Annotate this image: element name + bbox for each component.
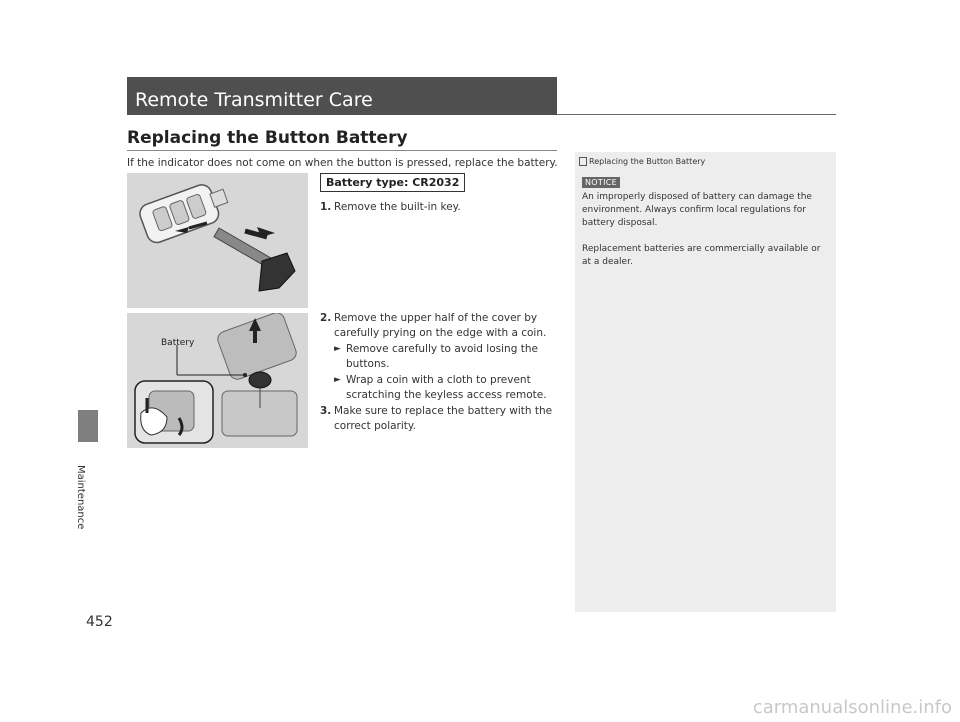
intro-text: If the indicator does not come on when the button is pressed, replace the battery. <box>127 157 558 169</box>
reference-icon <box>579 157 587 166</box>
bullet-arrow-icon: ► <box>334 343 341 354</box>
panel-body <box>582 191 827 282</box>
page-title: Remote Transmitter Care <box>135 89 373 111</box>
figure-replace-battery <box>127 313 308 448</box>
notice-badge: NOTICE <box>582 177 620 188</box>
step-text: Remove the upper half of the cover by carefully prying on the edge with a coin. <box>334 311 547 339</box>
page-number: 452 <box>86 614 113 630</box>
substep <box>320 373 560 404</box>
title-rule <box>557 114 836 115</box>
substep-text: Wrap a coin with a cloth to prevent scratching the keyless access remote. <box>346 373 547 401</box>
step-number: 3. <box>320 404 332 417</box>
substep-text: Remove carefully to avoid losing the buttons. <box>346 342 538 370</box>
step-text: Remove the built-in key. <box>334 201 461 213</box>
section-heading: Replacing the Button Battery <box>127 128 408 148</box>
panel-reference-title: Replacing the Button Battery <box>589 157 706 166</box>
battery-label: Battery <box>161 338 195 348</box>
watermark: carmanualsonline.info <box>752 697 952 718</box>
bullet-arrow-icon: ► <box>334 374 341 385</box>
notice-text: An improperly disposed of battery can damage the environment. Always confirm local regulations for battery disposal. <box>582 192 812 228</box>
battery-coin-icon <box>249 372 271 388</box>
step-text: Make sure to replace the battery with the correct polarity. <box>334 404 553 432</box>
battery-illustration <box>127 313 308 448</box>
step-2 <box>320 311 560 342</box>
panel-note: Replacement batteries are commercially available or at a dealer. <box>582 244 821 267</box>
battery-type-box: Battery type: CR2032 <box>320 173 465 192</box>
section-rule <box>127 150 557 151</box>
key-fob-illustration <box>127 173 308 308</box>
procedure-steps <box>320 200 560 435</box>
step-number: 2. <box>320 311 332 324</box>
chapter-label: Maintenance <box>75 465 86 530</box>
page-title-bar <box>127 77 557 115</box>
step-1 <box>320 200 560 216</box>
panel-reference <box>579 157 705 166</box>
side-note-panel <box>575 152 836 612</box>
step-number: 1. <box>320 201 332 213</box>
substep <box>320 342 560 373</box>
step-3 <box>320 404 560 435</box>
chapter-tab <box>78 410 98 442</box>
figure-remove-key <box>127 173 308 308</box>
